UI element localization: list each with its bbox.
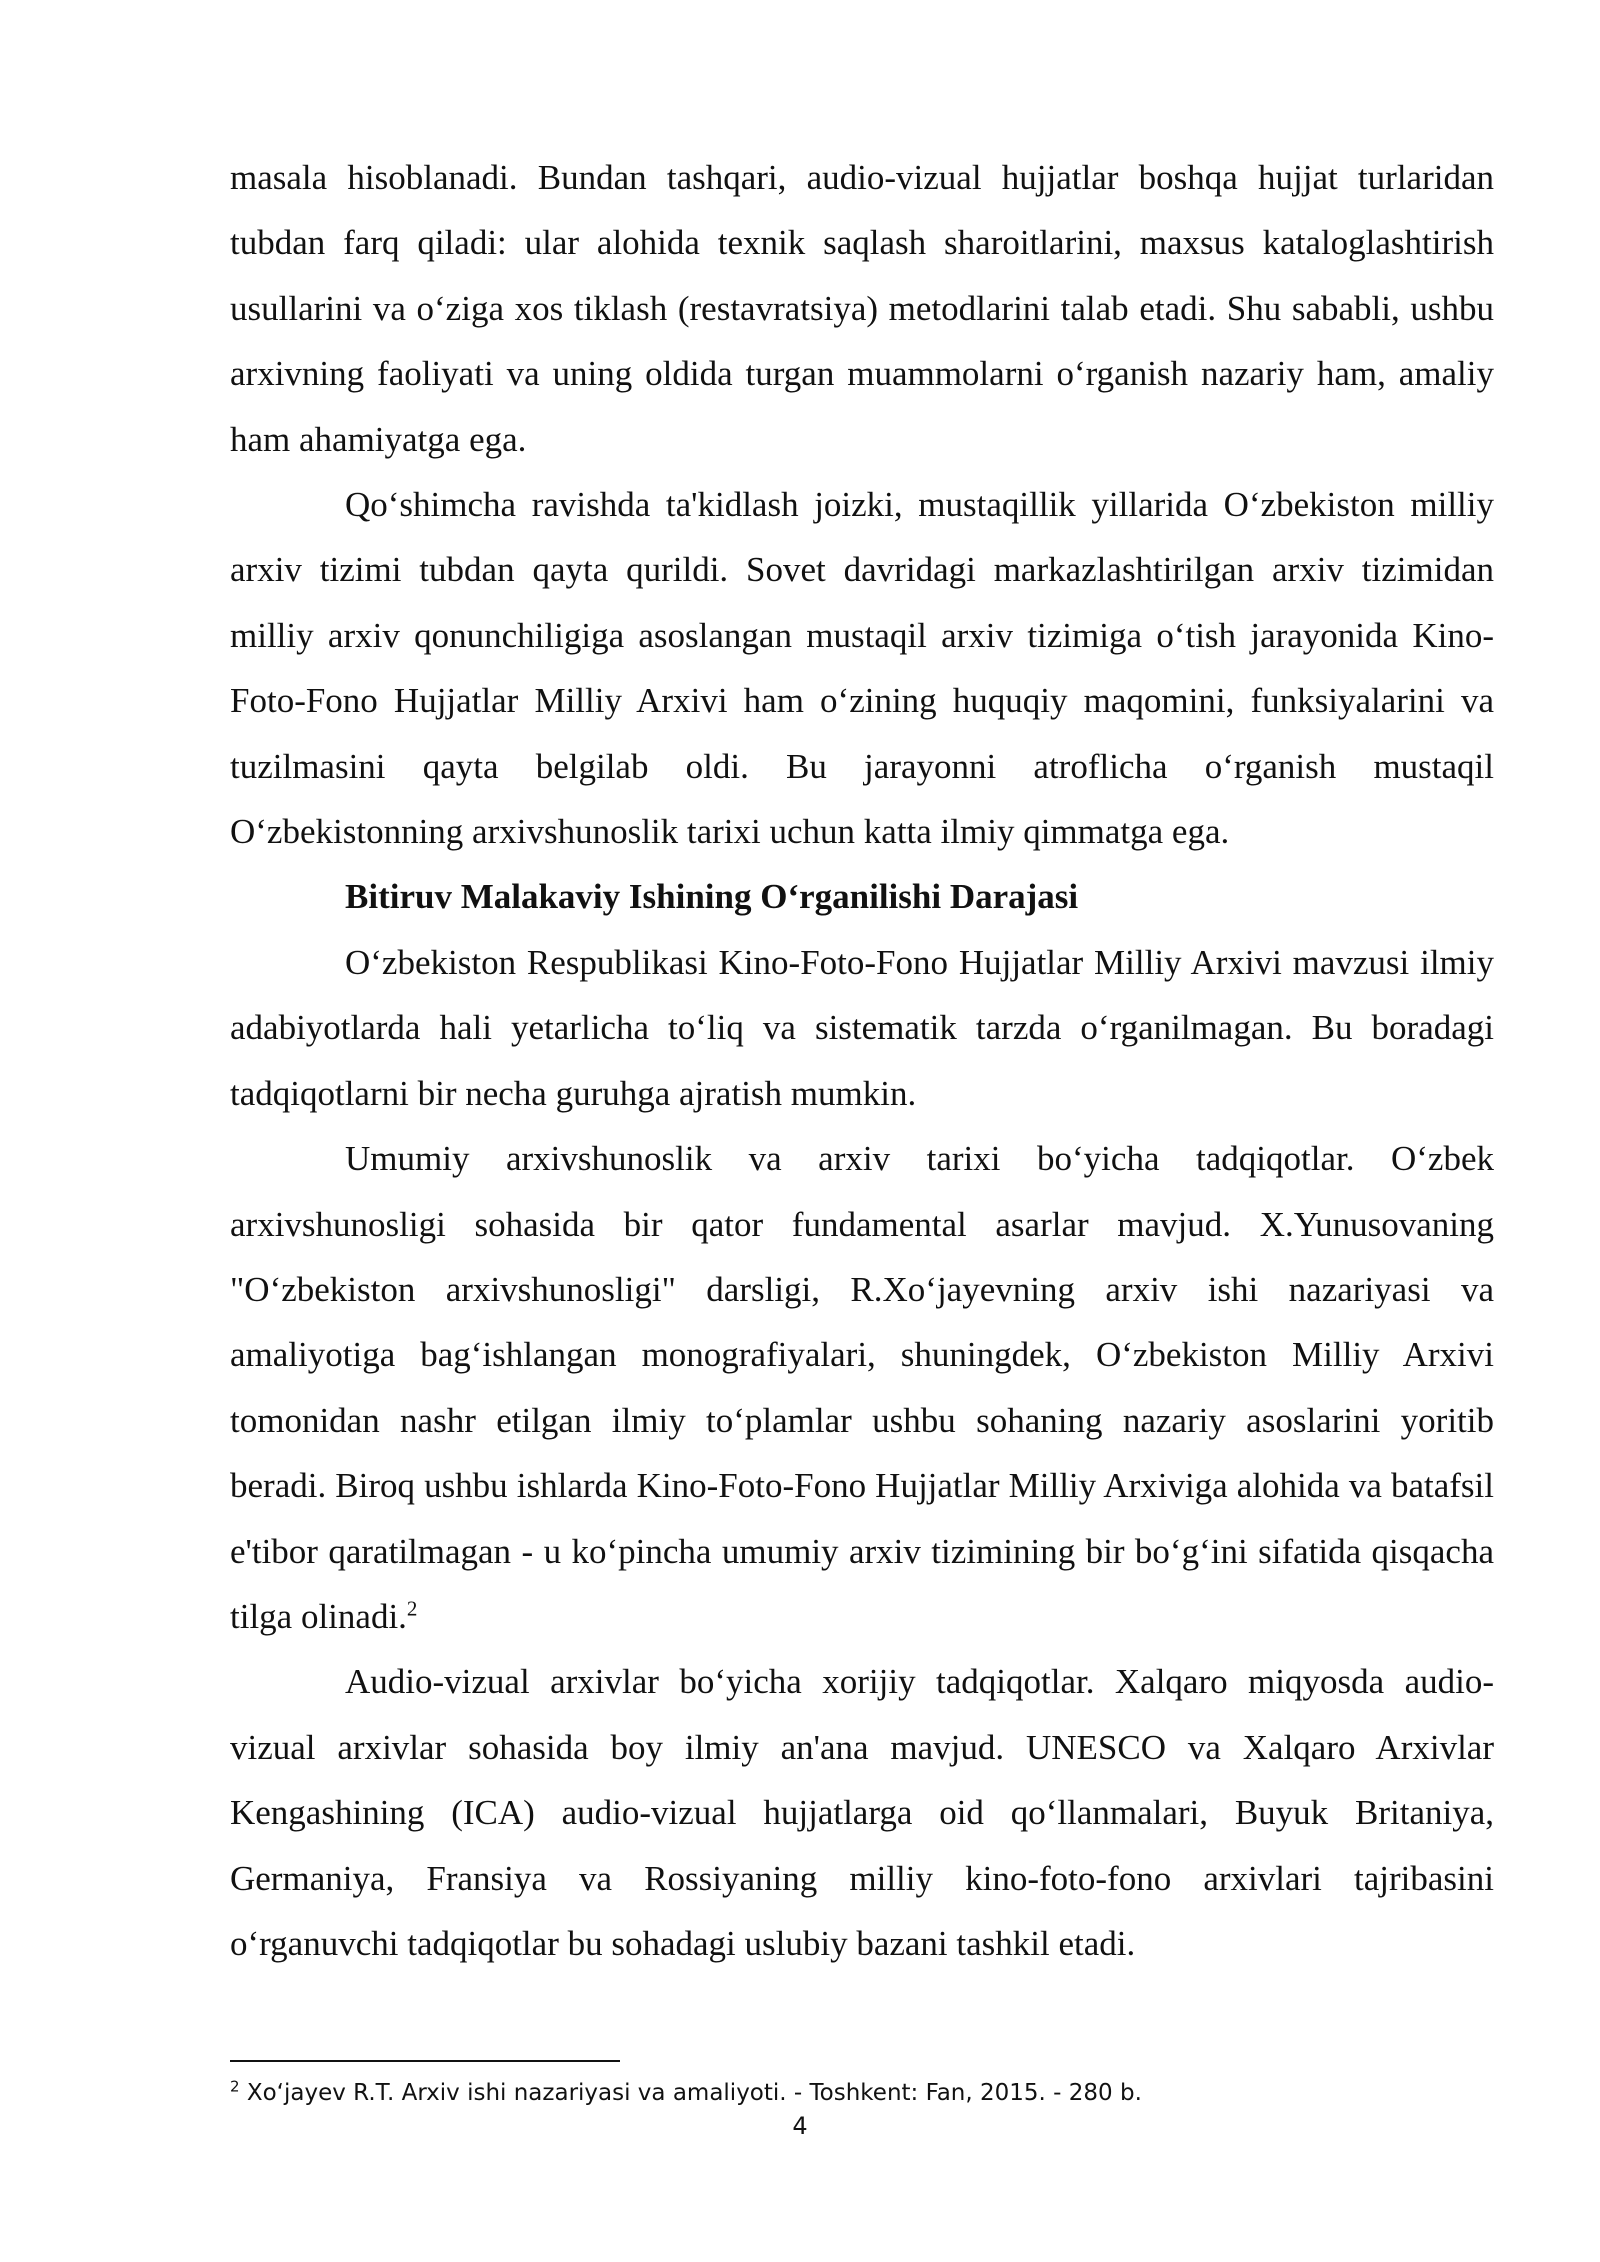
- paragraph-independence-archive: Qo‘shimcha ravishda ta'kidlash joizki, mustaqillik yillarida O‘zbekiston milliy arxiv tizimi tubdan qayta qurildi. Sovet davridagi markazlashtirilgan arxiv tizimidan milliy arxiv qonunchiligiga asoslangan mustaqil arxiv tizimiga o‘tish jarayonida Kino-Foto-Fono Hujjatlar Milliy Arxivi ham o‘zining huquqiy maqomini, funksiyalarini va tuzilmasini qayta belgilab oldi. Bu jarayonni atroflicha o‘rganish mustaqil O‘zbekistonning arxivshunoslik tarixi uchun katta ilmiy qimmatga ega.: [230, 485, 1494, 852]
- paragraph-general-archival-studies-text: Umumiy arxivshunoslik va arxiv tarixi bo‘yicha tadqiqotlar. O‘zbek arxivshunosligi sohasida bir qator fundamental asarlar mavjud. X.Yunusovaning "O‘zbekiston arxivshunosligi" darsligi, R.Xo‘jayevning arxiv ishi nazariyasi va amaliyotiga bag‘ishlangan monografiyalari, shuningdek, O‘zbekiston Milliy Arxivi tomonidan nashr etilgan ilmiy to‘plamlar ushbu sohaning nazariy asoslarini yoritib beradi. Biroq ushbu ishlarda Kino-Foto-Fono Hujjatlar Milliy Arxiviga alohida va batafsil e'tibor qaratilmagan - u ko‘pincha umumiy arxiv tizimining bir bo‘g‘ini sifatida qisqacha tilga olinadi.: [230, 1139, 1494, 1636]
- paragraph-general-archival-studies: [230, 1126, 1494, 1649]
- paragraph-foreign-research: Audio-vizual arxivlar bo‘yicha xorijiy tadqiqotlar. Xalqaro miqyosda audio-vizual arxivlar sohasida boy ilmiy an'ana mavjud. UNESCO va Xalqaro Arxivlar Kengashining (ICA) audio-vizual hujjatlarga oid qo‘llanmalari, Buyuk Britaniya, Germaniya, Fransiya va Rossiyaning milliy kino-foto-fono arxivlari tajribasini o‘rganuvchi tadqiqotlar bu sohadagi uslubiy bazani tashkil etadi.: [230, 1662, 1494, 1963]
- footnote: [230, 2077, 1494, 2109]
- paragraph-continuation: masala hisoblanadi. Bundan tashqari, audio-vizual hujjatlar boshqa hujjat turlaridan tubdan farq qiladi: ular alohida texnik saqlash sharoitlarini, maxsus kataloglashtirish usullarini va o‘ziga xos tiklash (restavratsiya) metodlarini talab etadi. Shu sababli, ushbu arxivning faoliyati va uning oldida turgan muammolarni o‘rganish nazariy ham, amaliy ham ahamiyatga ega.: [230, 158, 1494, 459]
- paragraph-research-level: O‘zbekiston Respublikasi Kino-Foto-Fono Hujjatlar Milliy Arxivi mavzusi ilmiy adabiyotlarda hali yetarlicha to‘liq va sistematik tarzda o‘rganilmagan. Bu boradagi tadqiqotlarni bir necha guruhga ajratish mumkin.: [230, 942, 1494, 1113]
- document-body: [230, 145, 1494, 1976]
- footnote-number: 2: [230, 2077, 240, 2096]
- footnote-text: Xo‘jayev R.T. Arxiv ishi nazariyasi va amaliyoti. - Toshkent: Fan, 2015. - 280 b.: [239, 2080, 1142, 2106]
- footnote-reference[interactable]: 2: [406, 1596, 418, 1621]
- footnote-separator: [230, 2060, 620, 2062]
- page-number: 4: [792, 2112, 808, 2140]
- section-heading: Bitiruv Malakaviy Ishining O‘rganilishi Darajasi: [345, 877, 1079, 917]
